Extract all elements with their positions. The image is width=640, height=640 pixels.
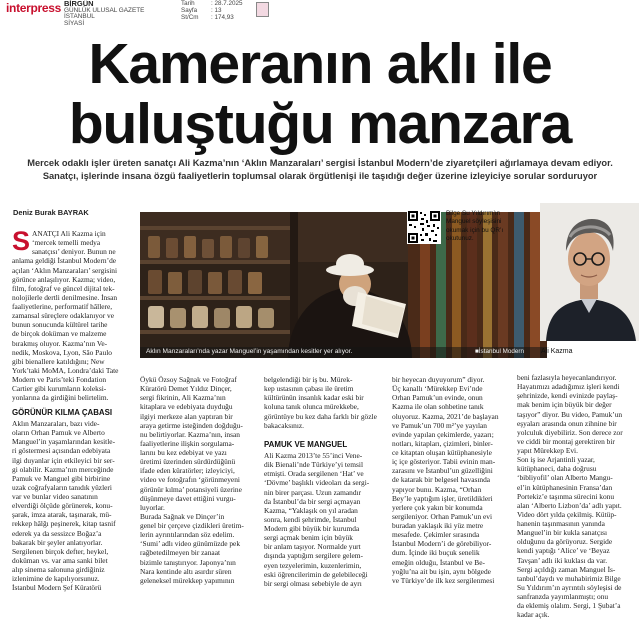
text-line: kendi yaptığı ‘Alice’ ve ‘Beyaz xyxy=(517,546,610,556)
text-line: yerlere çok yakın bir konumda xyxy=(392,502,483,512)
text-line: sonra, kendi şehrimde, İstanbul xyxy=(264,514,357,524)
text-line: kitaplara ve edebiyata duyduğu xyxy=(140,402,233,412)
text-line: bir sergi olması sebebiyle de ayrı xyxy=(264,578,362,588)
text-line: Son iş ise Arjantinli yazar, xyxy=(517,455,595,465)
column-text xyxy=(264,451,388,588)
text-line: mak benim için büyük bir değer xyxy=(517,400,612,410)
text-line: ri göstermesi açısından edebiyata xyxy=(12,446,111,456)
text-line: ederek ya da sessizce Boğaz’a xyxy=(12,528,102,538)
text-line: ve ciddi bir montaj gerektiren bir xyxy=(517,436,615,446)
headline-line-1: Kameranın aklı ile xyxy=(88,32,552,96)
text-line: luyorlar. xyxy=(140,502,165,512)
text-line: da İstanbul’da bir sergi açmayan xyxy=(264,496,361,506)
text-line: yoğlu’na ait bu işin, aynı bölgede xyxy=(392,566,491,576)
qr-instruction-line: Manguel söyleşisini xyxy=(446,218,502,226)
text-line: Manguel’in yaşamlarından kesitle- xyxy=(12,437,116,447)
text-line: buradan yaklaşık iki yüz metre xyxy=(392,521,484,530)
text-line: gi olabilir. Kazma’nın merceğinde xyxy=(12,464,114,474)
text-line: Burada Sağnak ve Dinçer’in xyxy=(140,511,225,521)
text-line: Üç kanallı ‘Mürekkep Evi’nde xyxy=(392,384,483,394)
text-line: faaliyetlerine ilişkin sorgulama- xyxy=(140,438,235,448)
text-line: oluyoruz. Kazma, 2021’de başlayan xyxy=(392,411,499,421)
text-line: emeğin olduğu, İstanbul ve Be- xyxy=(392,557,485,567)
text-line: yapıt Mürekkep Evi. xyxy=(517,446,578,455)
interpress-logo: interpress xyxy=(6,1,62,15)
text-line: de birçok doküman ve malzeme xyxy=(12,329,107,339)
text-line: zarasını ve İstanbul’un güzelliğini xyxy=(392,466,493,476)
text-line: yonlarına da girdiğini belirtelim. xyxy=(12,393,109,403)
text-line: Manguel’in bir kukla sanatçısı xyxy=(517,528,608,538)
text-line: York’taki MoMA, Londra’daki Tate xyxy=(12,365,119,375)
text-line: Hayatımızı adadığımız işleri kendi xyxy=(517,382,620,392)
text-line: bakacaksınız. xyxy=(264,420,305,430)
text-line: Kazma, “Yaklaşık on yıl aradan xyxy=(264,505,358,515)
text-line: tanbul’daydı ve muhabirimiz Bilge xyxy=(517,573,621,583)
text-line: İstanbul Modern Şef Küratörü xyxy=(12,583,102,593)
text-line: ‘bibliyofil’ olan Alberto Mangu- xyxy=(517,473,613,483)
text-line: dışında yaptığım sergilere gelem- xyxy=(264,551,363,561)
portrait-photo xyxy=(540,203,639,341)
text-line: lerin ayrıntılarından söz edelim. xyxy=(140,530,235,540)
text-line: beni fazlasıyla heyecanlandırıyor. xyxy=(517,373,617,382)
text-line: zamansal süreçlere odaklanıyor ve xyxy=(12,311,114,321)
text-line: Modern ve Paris’teki Fondation xyxy=(12,375,107,384)
text-line: izlenimine de kapılıyorsunuz. xyxy=(12,574,100,584)
text-line: Cartier gibi kurumların koleksi- xyxy=(12,384,107,394)
text-line: düşünmeye davet ettiğini vurgu- xyxy=(140,493,236,503)
text-line: olduğunu da görüyoruz. Sergide xyxy=(517,537,613,547)
deck-line-2: Sanatçı, işlerinde insana özgü faaliyetlerin toplumsal olarak örgütlenişi ile taşıdığı değer üzerine izleyiciye sorular sorduruyor xyxy=(42,170,598,181)
text-line: sergi açmak benim için büyük xyxy=(264,533,353,543)
text-line: Orhan Pamuk’un evinde, onun xyxy=(392,393,483,403)
qr-instruction-line: okumak için bu QR’ı xyxy=(446,226,504,234)
meta-value: : 28.7.2025 xyxy=(211,0,243,7)
text-line: eyen tezyelerimin, kuzenlerimin, xyxy=(264,560,362,570)
text-line: hanenin taşınmasının yanında xyxy=(517,519,605,528)
text-line: eski öğrencilerimin de gelebileceği xyxy=(264,569,368,579)
text-line: kadar açık. xyxy=(517,610,550,620)
text-line: İstanbul Modern’i de görebiliyor- xyxy=(392,539,492,549)
column-1-intro xyxy=(12,226,138,403)
column-text xyxy=(12,419,138,592)
text-line: uzak coğrafyaların tanıdık yüzleri xyxy=(12,482,112,492)
column-3-body xyxy=(264,451,388,588)
text-line: şehrinizde, kendi evinizde paylaş- xyxy=(517,391,618,401)
publication-line: İSTANBUL xyxy=(64,13,95,21)
text-line: Bey’le yaptığım işler, üretildikleri xyxy=(392,493,493,503)
text-line: ilgi duyanlar için etkileyici bir ser- xyxy=(12,455,115,465)
text-line: Su Yıldırım’ın ayrıntılı söyleşisi de xyxy=(517,582,622,592)
column-2 xyxy=(140,375,264,585)
text-line: oların Orhan Pamuk ve Alberto xyxy=(12,428,105,438)
column-text xyxy=(12,226,138,403)
photo-caption: Aklın Manzaraları’nda yazar Manguel’in yaşamından kesitler yer alıyor. xyxy=(146,348,353,355)
text-line: ‘Dövme’ başlıklı videoları da sergi- xyxy=(264,478,370,488)
text-line: sanatçısı’ deniyor. Bunun ne xyxy=(32,247,116,257)
text-line: Aklın Manzaraları, bazı vide- xyxy=(12,419,100,428)
text-line: dum. İçinde iki buçuk senelik xyxy=(392,548,480,558)
qr-instruction xyxy=(446,210,534,244)
text-line: nu belirtiyorlar. Kazma’nın, insan xyxy=(140,429,240,439)
meta-value: : 174,93 xyxy=(211,13,234,21)
text-line: etmişti. Orada sergilenen ‘Hat’ ve xyxy=(264,469,364,479)
text-line: yolculuk diyebiliriz. Son derece zor xyxy=(517,427,623,437)
text-line: Kazma ile olan sohbetine tanık xyxy=(392,402,484,412)
stamp-thumbnail xyxy=(256,2,269,17)
subheading-gorunur-kilma: GÖRÜNÜR KILMA ÇABASI xyxy=(12,408,113,417)
text-line: koluna tanık olunca mürekkebe, xyxy=(264,402,359,412)
text-line: bakarak bir şeyler anlatıyorlar. xyxy=(12,537,103,547)
text-line: sergileniyor. Orhan Pamuk’un evi xyxy=(392,511,493,521)
text-line: Ali Kazma 2013’te 55’inci Vene- xyxy=(264,451,363,460)
text-line: evinde yapılan çekimlerde, yazarı; xyxy=(392,429,494,439)
column-5 xyxy=(517,373,639,619)
text-line: Öykü Özsoy Sağnak ve Fotoğraf xyxy=(140,375,237,384)
text-line: nolojilerle dertli denilmesine. İnsan xyxy=(12,292,118,302)
text-line: taşıyor” diyor. Bu video, Pamuk’un xyxy=(517,409,623,419)
text-line: nin birer parçası. Uzun zamandır xyxy=(264,487,362,497)
text-line: notları, kitapları, çizimleri, binler- xyxy=(392,438,493,448)
text-line: belgelendiği bir iş bu. Mürek- xyxy=(264,375,353,384)
text-line: da eklemiş olalım. Sergi, 1 Şubat’a xyxy=(517,601,621,611)
text-line: araya getirme isteğinden doğduğu- xyxy=(140,420,243,430)
headline-line-2: buluştuğu manzara xyxy=(68,92,572,156)
text-line: ilgiyi merkeze alan yaptıran bir xyxy=(140,411,233,421)
qr-instruction-line: okutunuz. xyxy=(446,235,474,243)
column-text xyxy=(392,375,516,585)
drop-cap: S xyxy=(12,226,31,256)
text-line: rekkep hâlğı peşinerek, kitap tasnif xyxy=(12,519,116,529)
photo-credit: ■İstanbul Modern xyxy=(475,348,524,355)
text-line: rağbetedilmeyen bir zanaat xyxy=(140,548,221,558)
text-line: şarak, imza atarak, taşınarak, mü- xyxy=(12,510,112,520)
text-line: kültürünün insanlık kadar eski bir xyxy=(264,393,364,403)
meta-value: : 13 xyxy=(211,6,222,14)
column-4 xyxy=(392,375,516,585)
publication-line: GÜNLÜK ULUSAL GAZETE xyxy=(64,6,145,14)
text-line: Video dört yılda çekilmiş. Kütüp- xyxy=(517,509,617,519)
text-line: alıp sinema salonuna girdiğiniz xyxy=(12,565,105,574)
text-line: dik Bienali’nde Türkiye’yi temsil xyxy=(264,460,364,470)
text-line: anlama geldiği İstanbul Modern’de xyxy=(12,256,117,266)
text-line: larını bu kez edebiyat ve yazı xyxy=(140,448,227,457)
text-line: ANATÇI Ali Kazma için xyxy=(32,229,106,238)
publication-name: BİRGÜN xyxy=(64,0,94,8)
subheading-pamuk-manguel: PAMUK VE MANGUEL xyxy=(264,440,348,449)
text-line: Küratörü Demet Yıldız Dinçer, xyxy=(140,384,232,394)
text-line: Modern gibi büyük bir kurumda xyxy=(264,524,360,533)
byline: Deniz Burak BAYRAK xyxy=(13,208,89,217)
headline xyxy=(0,34,640,154)
deck-line-1: Mercek odaklı işler üreten sanatçı Ali Kazma’nın ‘Aklın Manzaraları’ sergisi İstanbul Modern’de ziyaretçileri ağırlamaya devam ediyor. xyxy=(27,158,613,168)
text-line: bırakmış oluyor. Kazma’nın Ve- xyxy=(12,338,108,348)
text-line: de katarak bir belgesel havasında xyxy=(392,475,491,485)
qr-instruction-line: Bilge Su Yıldırım’ın xyxy=(446,210,501,217)
text-line: geleneksel mürekkep yapımının xyxy=(140,575,235,585)
text-line: ce kitaptan oluşan kütüphanesiyle xyxy=(392,448,492,457)
text-line: bizimle tanıştırıyor. Japonya’nın xyxy=(140,557,236,567)
meta-label: Tarih xyxy=(181,0,195,7)
deck xyxy=(14,157,626,182)
text-line: doküman vs. var ama sanki bilet xyxy=(12,555,108,565)
text-line: üretimi üzerinden sürdürdüğünü xyxy=(140,457,236,467)
text-line: Tavşan’ adlı iki kuklası da var. xyxy=(517,555,608,565)
text-line: bunun sonucunda kültürel tarihe xyxy=(12,320,108,330)
text-line: yapıyor bunu. Kazma, “Orhan xyxy=(392,484,482,494)
meta-label: St/Cm xyxy=(181,13,199,21)
text-line: eşyaları arasında onun zihnine bir xyxy=(517,418,617,428)
column-text xyxy=(264,375,388,430)
text-line: iç içe gösteriyor. Tabii evinin man- xyxy=(392,457,496,467)
text-line: görüntüye bu kez daha farklı bir gözle xyxy=(264,411,377,421)
text-line: ve Pamuk’un 700 m²’ye yayılan xyxy=(392,420,487,430)
text-line: ‘mercek temelli medya xyxy=(32,238,101,248)
text-line: el’in kütüphanesinin Fransa’dan xyxy=(517,482,613,492)
text-line: Sergilenen birçok defter, heykel, xyxy=(12,546,109,556)
text-line: mesafede. Çekimler sırasında xyxy=(392,530,480,540)
text-line: ifade eden küratörler; izleyiciyi, xyxy=(140,466,235,476)
text-line: nedik, Moskova, Lyon, São Paulo xyxy=(12,347,112,357)
text-line: var ve bunlar video sanatının xyxy=(12,492,98,501)
column-text xyxy=(517,373,639,619)
text-line: görünce anlaşılıyor. Kazma; video, xyxy=(12,274,116,284)
text-line: Portekiz’e taşınma sürecini konu xyxy=(517,491,615,501)
text-line: alan ‘Alberto Lizbon’da’ adlı yapıt. xyxy=(517,500,622,510)
publication-info xyxy=(64,1,144,27)
text-line: kütüphaneci, daha doğrusu xyxy=(517,464,597,474)
text-line: gibi bienallere katıldığını; New xyxy=(12,356,105,366)
text-line: açılan ‘Aklın Manzaraları’ sergisini xyxy=(12,265,118,275)
publication-line: SİYASİ xyxy=(64,19,85,27)
qr-code-icon[interactable] xyxy=(407,210,441,244)
text-line: film, fotoğraf ve güncel dijital tek- xyxy=(12,283,115,293)
text-line: sergi fikrinin, Ali Kazma’nın xyxy=(140,393,226,403)
text-line: görünür kılma’ potansiyeli üzerine xyxy=(140,484,242,494)
text-line: Pamuk ve Manguel gibi birbirine xyxy=(12,473,111,483)
text-line: bir heyecan duyuyorum” diyor. xyxy=(392,375,485,384)
text-line: kep ustasının çabası ile üretim xyxy=(264,384,354,394)
clipping-meta xyxy=(181,1,243,21)
meta-label: Sayfa xyxy=(181,6,198,14)
text-line: genel bir çerçeve çizdikleri üretim- xyxy=(140,521,244,530)
column-text xyxy=(140,375,264,585)
text-line: ve Türkiye’de ilk kez sergilenmesi xyxy=(392,575,495,585)
text-line: ‘Sumi’ adlı video günümüzde pek xyxy=(140,539,241,549)
text-line: sanfranzda yayımlanmıştı; onu xyxy=(517,592,609,601)
text-line: Sergi açıldığı zaman Manguel İs- xyxy=(517,564,616,574)
text-line: bir anlam taşıyor. Normalde yurt xyxy=(264,542,361,552)
text-line: elverdiği ölçüde görünerek, konu- xyxy=(12,501,113,511)
text-line: video ve fotoğrafın ‘görünmeyeni xyxy=(140,475,240,485)
column-1-body xyxy=(12,419,138,592)
column-3-top xyxy=(264,375,388,430)
text-line: faaliyetlerine, performatif hâllere, xyxy=(12,302,113,311)
text-line: Nara kentinde altı asırdır süren xyxy=(140,566,232,576)
portrait-caption: Ali Kazma xyxy=(541,348,573,355)
